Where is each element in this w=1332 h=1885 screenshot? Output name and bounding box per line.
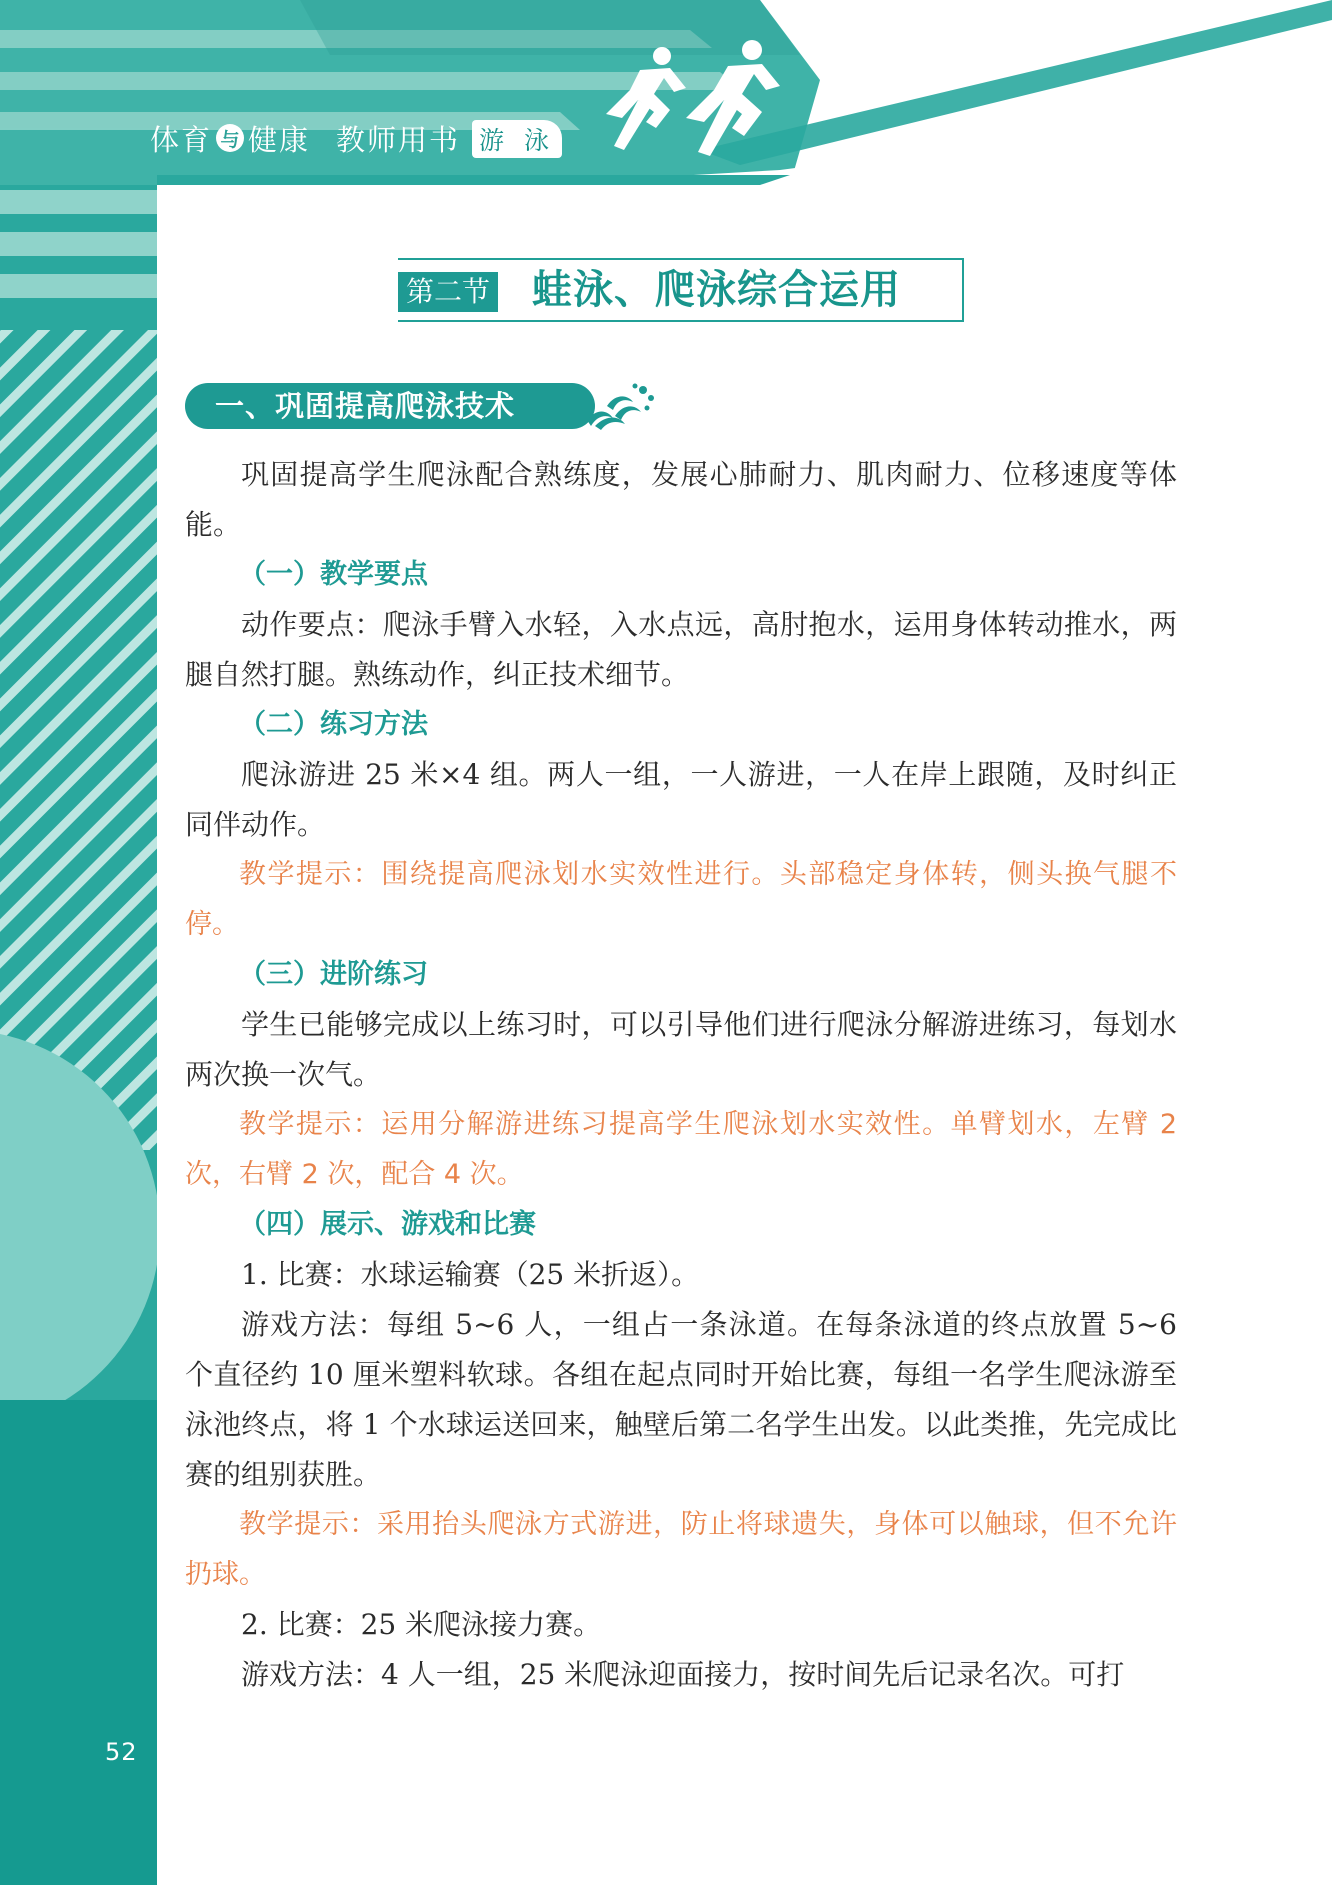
book-subtitle: 教师用书 bbox=[336, 122, 461, 157]
water-splash-icon bbox=[585, 380, 660, 432]
chapter-tag: 游 泳 bbox=[472, 120, 562, 158]
subsection-title: 一、巩固提高爬泳技术 bbox=[185, 383, 595, 429]
paragraph-action-points: 动作要点：爬泳手臂入水轻，入水点远，高肘抱水，运用身体转动推水，两腿自然打腿。熟练动作，纠正技术细节。 bbox=[185, 608, 1177, 691]
paragraph-game-1: 1. 比赛：水球运输赛（25 米折返）。 bbox=[241, 1258, 700, 1291]
paragraph-intro: 巩固提高学生爬泳配合熟练度，发展心肺耐力、肌肉耐力、位移速度等体能。 bbox=[185, 458, 1177, 541]
section-number: 第二节 bbox=[398, 272, 498, 312]
section-banner bbox=[398, 258, 964, 322]
heading-games: （四）展示、游戏和比赛 bbox=[239, 1209, 536, 1240]
section-title: 蛙泳、爬泳综合运用 bbox=[532, 267, 901, 313]
paragraph-game-2: 2. 比赛：25 米爬泳接力赛。 bbox=[241, 1608, 602, 1641]
paragraph-practice-method: 爬泳游进 25 米×4 组。两人一组，一人游进，一人在岸上跟随，及时纠正同伴动作。 bbox=[185, 758, 1177, 841]
book-title-part1: 体育 bbox=[150, 122, 213, 157]
paragraph-game-2-method: 游戏方法：4 人一组，25 米爬泳迎面接力，按时间先后记录名次。可打 bbox=[241, 1658, 1125, 1691]
teaching-tip: 教学提示：采用抬头爬泳方式游进，防止将球遗失，身体可以触球，但不允许扔球。 bbox=[185, 1509, 1177, 1590]
heading-practice-method: （二）练习方法 bbox=[239, 709, 428, 740]
book-title bbox=[150, 118, 460, 158]
teaching-tip: 教学提示：运用分解游进练习提高学生爬泳划水实效性。单臂划水，左臂 2 次，右臂 2 次，配合 4 次。 bbox=[185, 1109, 1177, 1190]
heading-teaching-points: （一）教学要点 bbox=[239, 559, 428, 590]
paragraph-advanced-practice: 学生已能够完成以上练习时，可以引导他们进行爬泳分解游进练习，每划水两次换一次气。 bbox=[185, 1008, 1177, 1091]
body-content bbox=[185, 450, 1177, 1700]
paragraph-game-1-method: 游戏方法：每组 5~6 人，一组占一条泳道。在每条泳道的终点放置 5~6 个直径约 10 厘米塑料软球。各组在起点同时开始比赛，每组一名学生爬泳游至泳池终点，将 1 个水球运送回来，触壁后第二名学生出发。以此类推，先完成比赛的组别获胜。 bbox=[185, 1308, 1177, 1491]
teaching-tip: 教学提示：围绕提高爬泳划水实效性进行。头部稳定身体转，侧头换气腿不停。 bbox=[185, 859, 1177, 940]
book-title-and: 与 bbox=[216, 124, 244, 152]
heading-advanced-practice: （三）进阶练习 bbox=[239, 959, 428, 990]
book-title-part2: 健康 bbox=[248, 122, 311, 157]
page-number: 52 bbox=[105, 1738, 138, 1766]
